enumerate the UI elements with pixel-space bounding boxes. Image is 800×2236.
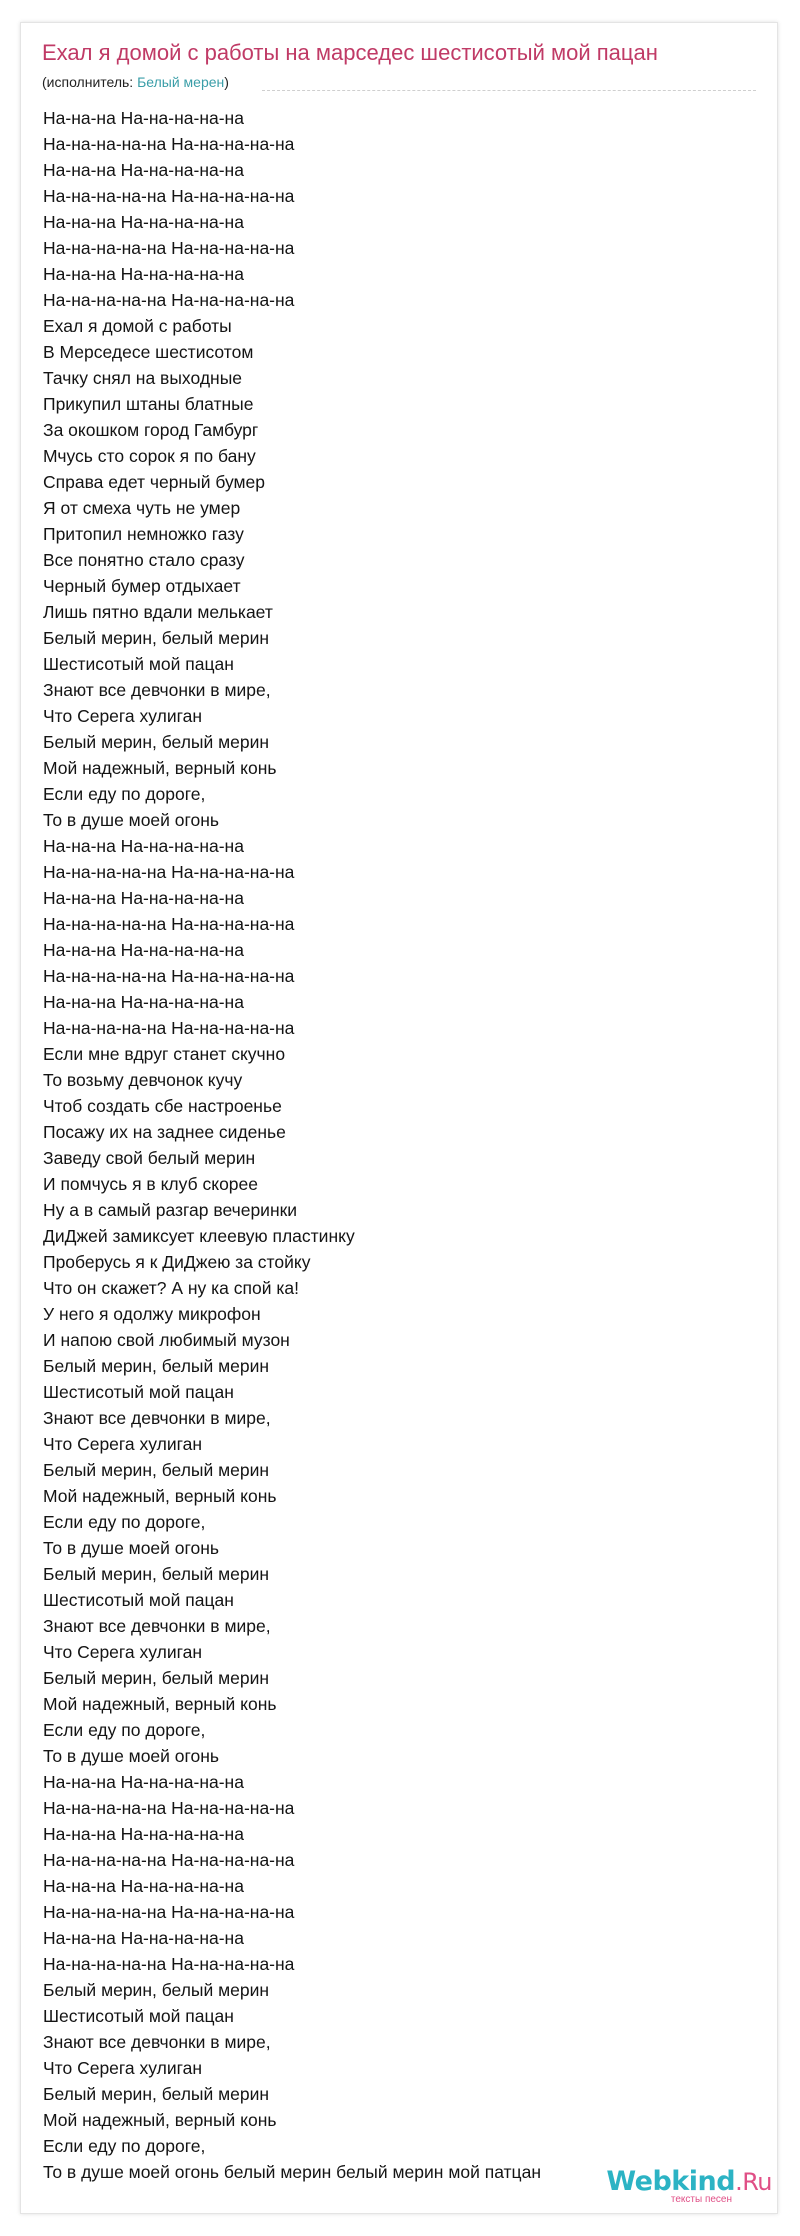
lyric-line: Мой надежный, верный конь [43,1694,277,1714]
lyric-line: За окошком город Гамбург [43,420,259,440]
lyric-line: Что Серега хулиган [43,1434,203,1454]
lyric-line: Белый мерин, белый мерин [43,1564,270,1584]
lyric-line: На-на-на-на-на На-на-на-на-на [43,1850,295,1870]
lyric-line: Белый мерин, белый мерин [43,1356,270,1376]
lyric-line: Ехал я домой с работы [43,316,232,336]
lyric-line: Если еду по дороге, [43,2136,206,2156]
lyric-line: И помчусь я в клуб скорее [43,1174,259,1194]
lyric-line: Если еду по дороге, [43,784,206,804]
lyric-line: Я от смеха чуть не умер [43,498,241,518]
lyric-line: На-на-на-на-на На-на-на-на-на [43,1954,295,1974]
lyric-line: Что Серега хулиган [43,706,203,726]
lyric-line: То в душе моей огонь [43,1538,220,1558]
lyric-line: На-на-на На-на-на-на-на [43,1876,244,1896]
song-title: Ехал я домой с работы на марседес шестисотый мой пацан [42,40,658,65]
lyric-line: На-на-на На-на-на-на-на [43,108,244,128]
lyric-line: Шестисотый мой пацан [43,1382,234,1402]
lyric-line: Шестисотый мой пацан [43,2006,234,2026]
lyric-line: На-на-на На-на-на-на-на [43,160,244,180]
lyric-line: Шестисотый мой пацан [43,1590,234,1610]
lyric-line: На-на-на-на-на На-на-на-на-на [43,1902,295,1922]
artist-suffix: ) [224,74,229,90]
lyric-line: На-на-на На-на-на-на-на [43,1928,244,1948]
lyric-line: То возьму девчонок кучу [43,1070,243,1090]
lyric-line: Если еду по дороге, [43,1720,206,1740]
lyric-line: Чтоб создать сбе настроенье [43,1096,282,1116]
lyric-line: На-на-на На-на-на-на-на [43,264,244,284]
lyric-line: Мой надежный, верный конь [43,2110,277,2130]
lyric-line: На-на-на-на-на На-на-на-на-на [43,914,295,934]
lyric-line: Мой надежный, верный конь [43,758,277,778]
logo-main-text: Webkind [606,2166,736,2197]
lyric-line: Притопил немножко газу [43,524,244,544]
lyric-line: Знают все девчонки в мире, [43,1408,271,1428]
lyric-line: Мчусь сто сорок я по бану [43,446,256,466]
lyric-line: На-на-на На-на-на-на-на [43,212,244,232]
lyric-line: Если еду по дороге, [43,1512,206,1532]
lyric-line: Белый мерин, белый мерин [43,2084,270,2104]
lyric-line: В Мерседесе шестисотом [43,342,254,362]
lyric-line: Проберусь я к ДиДжею за стойку [43,1252,311,1272]
lyric-line: Мой надежный, верный конь [43,1486,277,1506]
lyric-line: На-на-на-на-на На-на-на-на-на [43,1018,295,1038]
lyric-line: На-на-на На-на-на-на-на [43,836,244,856]
lyric-line: На-на-на На-на-на-на-на [43,1772,244,1792]
lyric-line: На-на-на На-на-на-на-на [43,1824,244,1844]
lyric-line: На-на-на На-на-на-на-на [43,888,244,908]
lyric-line: Справа едет черный бумер [43,472,266,492]
lyric-line: Ну а в самый разгар вечеринки [43,1200,298,1220]
lyric-line: На-на-на-на-на На-на-на-на-на [43,238,295,258]
lyric-line: То в душе моей огонь [43,810,220,830]
lyric-line: Знают все девчонки в мире, [43,2032,271,2052]
lyric-line: Шестисотый мой пацан [43,654,234,674]
lyric-line: То в душе моей огонь [43,1746,220,1766]
lyric-line: На-на-на-на-на На-на-на-на-на [43,186,295,206]
lyric-line: На-на-на-на-на На-на-на-на-на [43,966,295,986]
logo-tagline: тексты песен [670,2194,732,2205]
lyric-line: Знают все девчонки в мире, [43,1616,271,1636]
lyric-line: На-на-на-на-на На-на-на-на-на [43,290,295,310]
lyric-line: Белый мерин, белый мерин [43,628,270,648]
lyric-line: На-на-на На-на-на-на-на [43,992,244,1012]
lyric-line: Белый мерин, белый мерин [43,1980,270,2000]
lyric-line: Тачку снял на выходные [43,368,243,388]
lyrics-list [43,105,541,2185]
lyric-line: ДиДжей замиксует клеевую пластинку [43,1226,355,1246]
lyric-line: То в душе моей огонь белый мерин белый мерин мой патцан [43,2162,541,2182]
lyric-line: Черный бумер отдыхает [43,576,241,596]
title-divider [262,90,756,91]
lyric-line: Посажу их на заднее сиденье [43,1122,286,1142]
lyric-line: Знают все девчонки в мире, [43,680,271,700]
lyric-line: Все понятно стало сразу [43,550,245,570]
lyric-line: Что Серега хулиган [43,2058,203,2078]
lyric-line: Белый мерин, белый мерин [43,1668,270,1688]
lyric-line: Если мне вдруг станет скучно [43,1044,286,1064]
lyric-line: Белый мерин, белый мерин [43,1460,270,1480]
lyric-line: Что Серега хулиган [43,1642,203,1662]
lyric-line: На-на-на-на-на На-на-на-на-на [43,134,295,154]
lyric-line: На-на-на-на-на На-на-на-на-на [43,862,295,882]
logo-wordmark [606,2168,772,2196]
lyric-line: Заведу свой белый мерин [43,1148,256,1168]
lyric-line: Прикупил штаны блатные [43,394,254,414]
lyric-line: У него я одолжу микрофон [43,1304,261,1324]
lyric-line: Что он скажет? А ну ка спой ка! [43,1278,300,1298]
lyric-line: И напою свой любимый музон [43,1330,290,1350]
logo-tld: .Ru [735,2168,772,2196]
lyric-line: На-на-на-на-на На-на-на-на-на [43,1798,295,1818]
lyric-line: Лишь пятно вдали мелькает [43,602,273,622]
lyric-line: На-на-на На-на-на-на-на [43,940,244,960]
artist-line [42,74,229,90]
lyric-line: Белый мерин, белый мерин [43,732,270,752]
artist-link[interactable]: Белый мерен [137,74,225,90]
artist-prefix: (исполнитель: [42,74,138,90]
site-logo[interactable] [606,2168,772,2205]
